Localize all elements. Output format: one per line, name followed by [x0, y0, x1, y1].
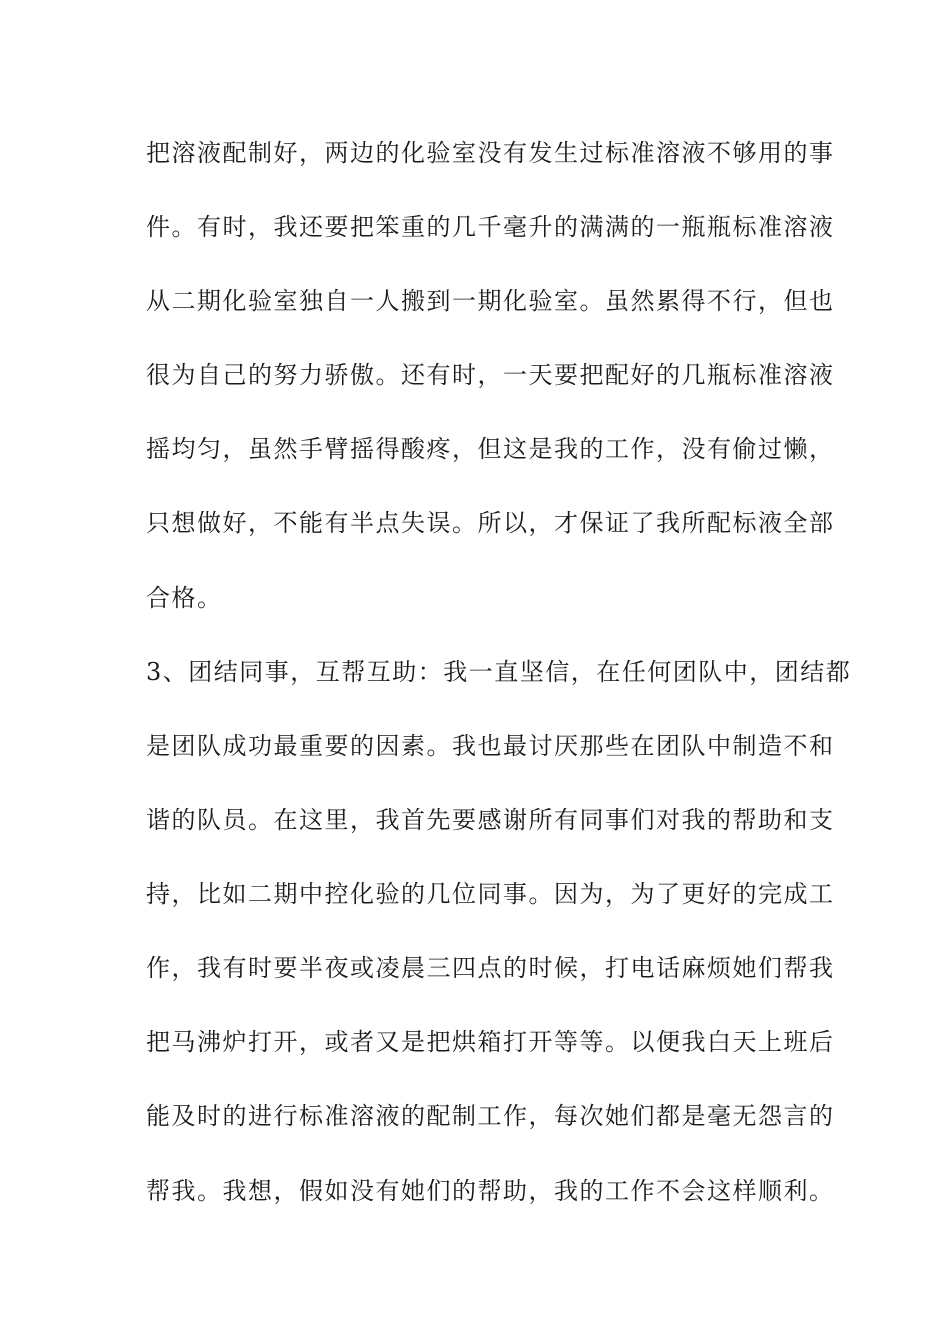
- text-line: 只想做好，不能有半点失误。所以，才保证了我所配标液全部: [146, 509, 835, 537]
- text-line: 从二期化验室独自一人搬到一期化验室。虽然累得不行，但也: [146, 287, 835, 315]
- text-line: 摇均匀，虽然手臂摇得酸疼，但这是我的工作，没有偷过懒，: [146, 435, 835, 463]
- text-line: 帮我。我想，假如没有她们的帮助，我的工作不会这样顺利。: [146, 1177, 835, 1205]
- text-line: 是团队成功最重要的因素。我也最讨厌那些在团队中制造不和: [146, 732, 835, 760]
- text-line: 很为自己的努力骄傲。还有时，一天要把配好的几瓶标准溶液: [146, 361, 835, 389]
- text-line: 把马沸炉打开，或者又是把烘箱打开等等。以便我白天上班后: [146, 1028, 835, 1056]
- text-line: 合格。: [146, 584, 223, 612]
- text-line: 作，我有时要半夜或凌晨三四点的时候，打电话麻烦她们帮我: [146, 954, 835, 982]
- text-line: 能及时的进行标准溶液的配制工作，每次她们都是毫无怨言的: [146, 1102, 835, 1130]
- text-line: 持，比如二期中控化验的几位同事。因为，为了更好的完成工: [146, 880, 835, 908]
- text-line: 谐的队员。在这里，我首先要感谢所有同事们对我的帮助和支: [146, 806, 835, 834]
- text-line: 件。有时，我还要把笨重的几千毫升的满满的一瓶瓶标准溶液: [146, 213, 835, 241]
- section-heading-line: 3、团结同事，互帮互助：我一直坚信，在任何团队中，团结都: [146, 658, 852, 686]
- text-line: 把溶液配制好，两边的化验室没有发生过标准溶液不够用的事: [146, 139, 835, 167]
